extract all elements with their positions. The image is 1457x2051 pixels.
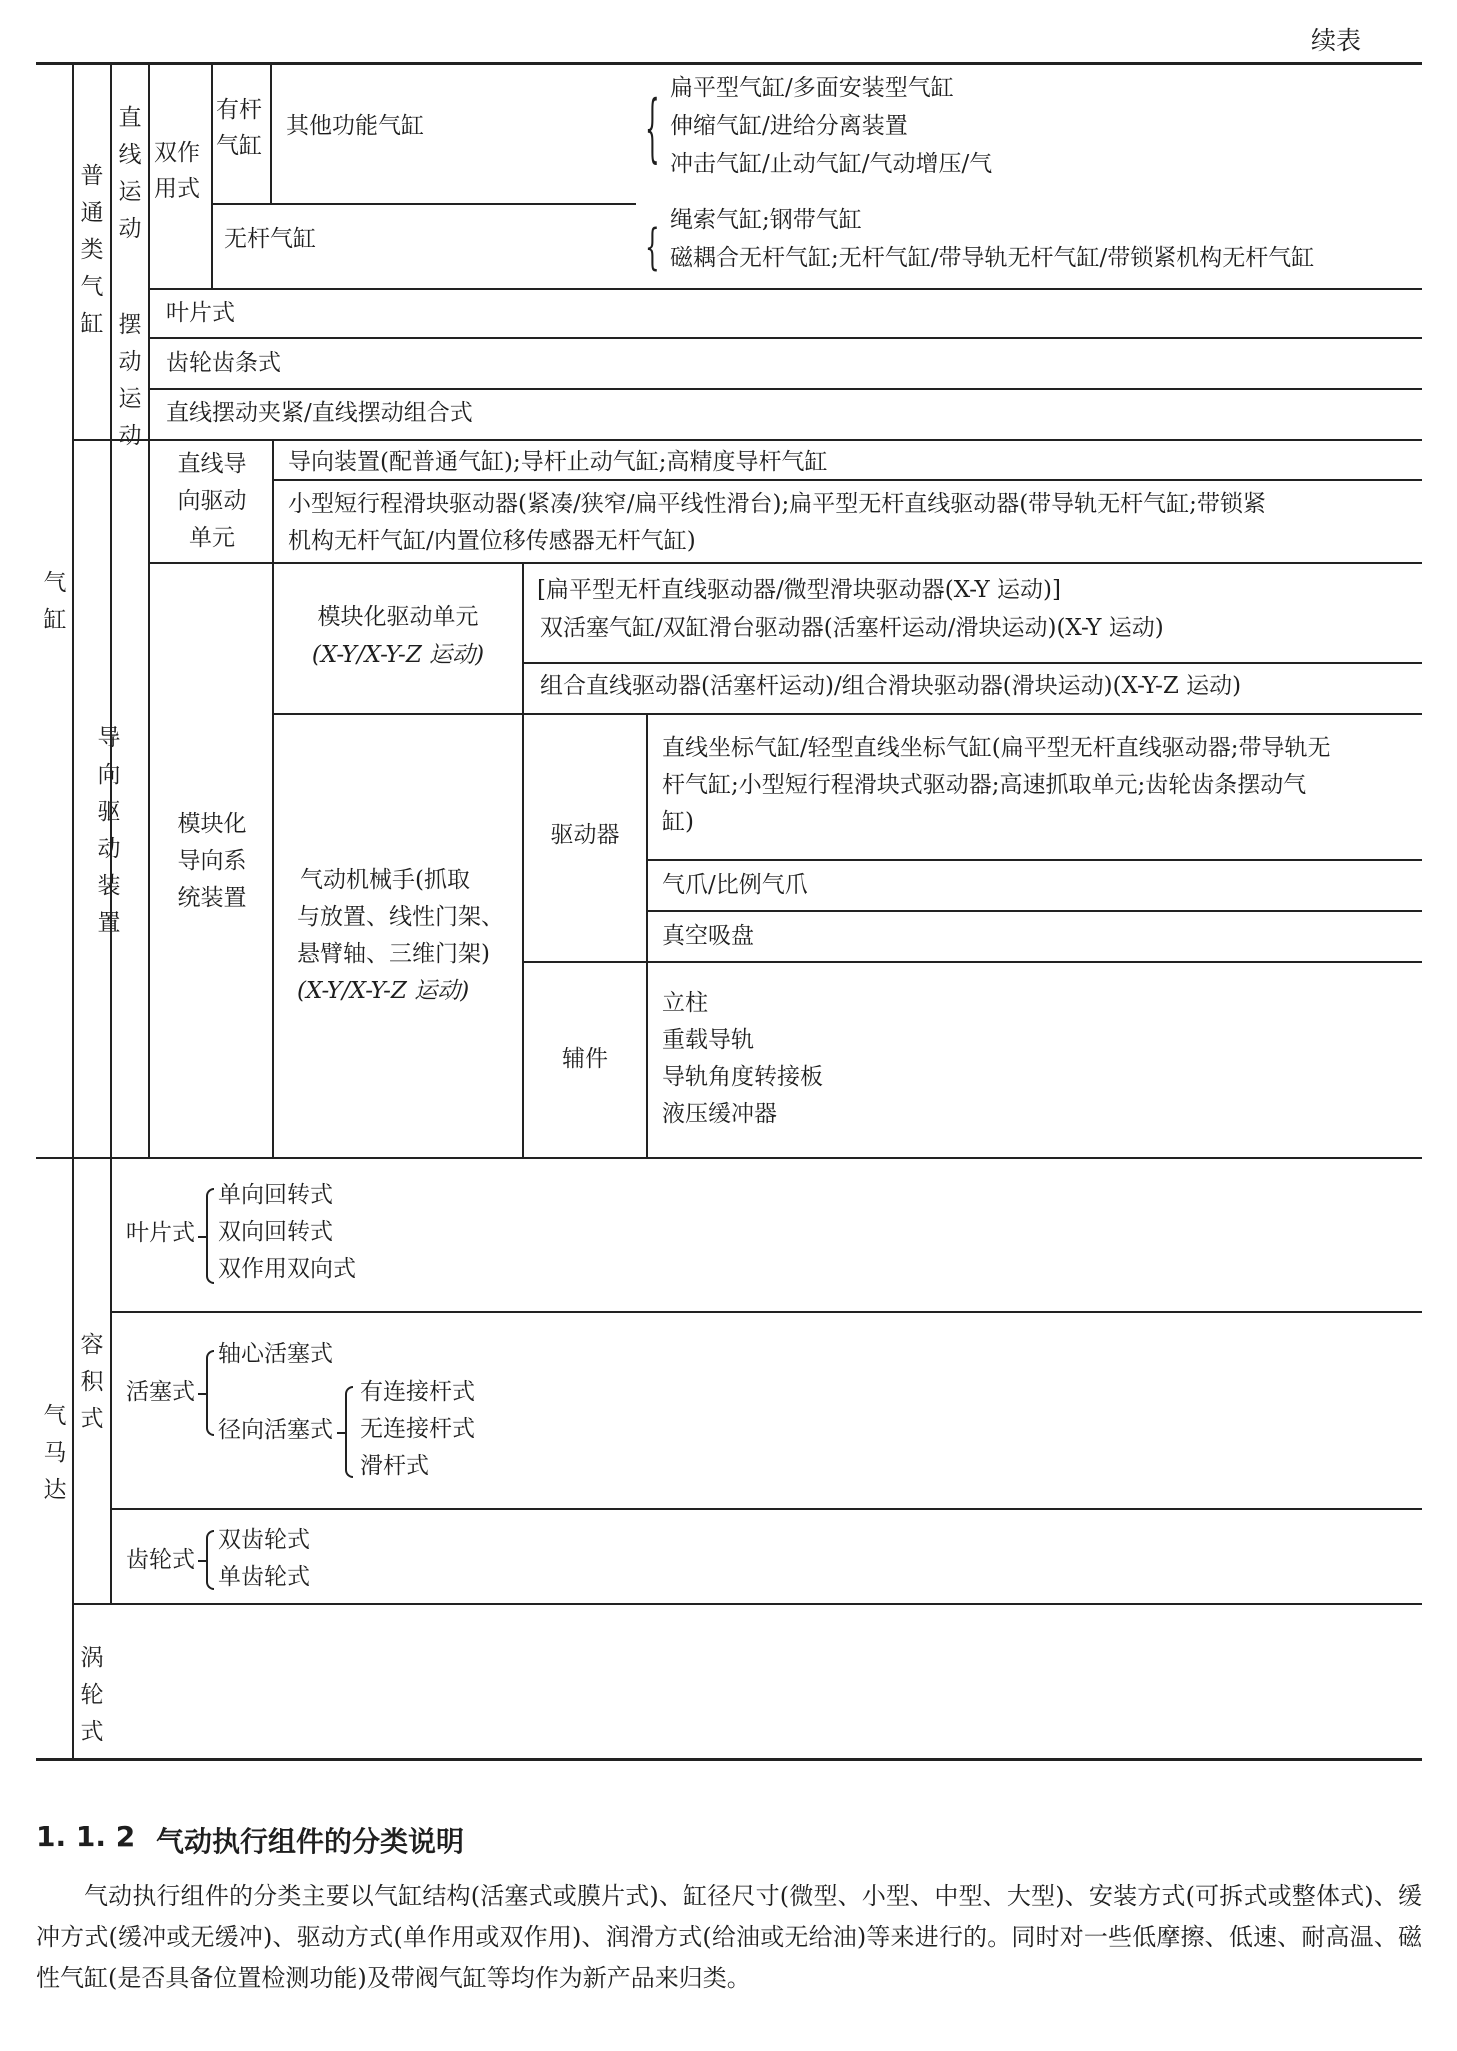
label-radial-piston: 径向活塞式 bbox=[218, 1417, 333, 1443]
gear-item: 单齿轮式 bbox=[218, 1564, 310, 1590]
row-line-2 bbox=[148, 288, 1422, 290]
label-driver: 驱动器 bbox=[550, 822, 620, 848]
other-function-item: 扁平型气缸/多面安装型气缸 bbox=[670, 75, 954, 101]
radial-item: 有连接杆式 bbox=[360, 1379, 475, 1405]
label-modular-guided-system: 模块化导向系统装置 bbox=[177, 811, 247, 911]
rodless-item: 绳索气缸;钢带气缸 bbox=[670, 207, 862, 233]
row-line-16 bbox=[72, 1603, 1422, 1605]
brace-piston bbox=[206, 1350, 214, 1436]
row-line-3 bbox=[148, 337, 1422, 339]
col-line-10 bbox=[110, 1157, 112, 1603]
linear-unit-row: 导向装置(配普通气缸);导杆止动气缸;高精度导杆气缸 bbox=[288, 449, 828, 475]
row-line-11 bbox=[646, 910, 1422, 912]
label-double-acting: 双作用式 bbox=[154, 140, 200, 202]
category-air-motor: 气马达 bbox=[43, 1403, 67, 1503]
other-function-item: 伸缩气缸/进给分离装置 bbox=[670, 113, 908, 139]
label-gear-type: 齿轮式 bbox=[126, 1547, 195, 1573]
label-modular-drive-motion: (X-Y/X-Y-Z 运动) bbox=[311, 642, 485, 668]
label-linear-motion: 直线运动 bbox=[118, 105, 142, 242]
section-title: 气动执行组件的分类说明 bbox=[156, 1825, 465, 1858]
brace-gear bbox=[206, 1530, 214, 1590]
row-line-1 bbox=[211, 203, 636, 205]
category-turbine: 涡轮式 bbox=[80, 1645, 104, 1745]
radial-item: 滑杆式 bbox=[360, 1453, 429, 1479]
driver-row-line: 缸) bbox=[662, 809, 694, 835]
row-line-9 bbox=[272, 713, 1422, 715]
category-positive-displacement: 容积式 bbox=[80, 1332, 104, 1432]
col-line-5 bbox=[270, 64, 272, 203]
linear-unit-row: 小型短行程滑块驱动器(紧凑/狭窄/扁平线性滑台);扁平型无杆直线驱动器(带导轨无杆气缸;带锁紧 bbox=[288, 491, 1266, 517]
row-line-13 bbox=[36, 1157, 1422, 1159]
rodless-item: 磁耦合无杆气缸;无杆气缸/带导轨无杆气缸/带锁紧机构无杆气缸 bbox=[670, 245, 1315, 271]
brace-rodless: { bbox=[645, 221, 660, 277]
row-line-4 bbox=[148, 388, 1422, 390]
col-line-2a bbox=[110, 64, 112, 1158]
col-line-1 bbox=[72, 64, 74, 1759]
col-line-4 bbox=[211, 64, 213, 288]
row-line-7 bbox=[148, 562, 1422, 564]
vane-item: 单向回转式 bbox=[218, 1182, 333, 1208]
row-line-12 bbox=[522, 961, 1422, 963]
radial-item: 无连接杆式 bbox=[360, 1416, 475, 1442]
col-line-6 bbox=[148, 439, 150, 1157]
label-modular-drive-unit: 模块化驱动单元 bbox=[317, 604, 479, 630]
driver-row: 气爪/比例气爪 bbox=[662, 872, 808, 898]
label-accessory: 辅件 bbox=[562, 1046, 608, 1072]
col-line-9 bbox=[646, 713, 648, 1157]
row-line-14 bbox=[110, 1311, 1422, 1313]
modular-xy-row: [扁平型无杆直线驱动器/微型滑块驱动器(X-Y 运动)] bbox=[537, 577, 1061, 603]
category-guided-drive: 导向驱动装置 bbox=[97, 725, 121, 936]
section-number: 1. 1. 2 bbox=[36, 1820, 136, 1853]
label-rodless-cylinder: 无杆气缸 bbox=[224, 226, 316, 252]
col-line-3 bbox=[148, 64, 150, 442]
label-vane-type: 叶片式 bbox=[126, 1220, 195, 1246]
vane-item: 双作用双向式 bbox=[218, 1256, 356, 1282]
driver-row-line: 直线坐标气缸/轻型直线坐标气缸(扁平型无杆直线驱动器;带导轨无 bbox=[662, 735, 1331, 761]
category-ordinary-cylinder: 普通类气缸 bbox=[80, 163, 104, 337]
category-cylinder: 气缸 bbox=[43, 570, 67, 633]
manipulator-line: 与放置、线性门架、 bbox=[297, 904, 504, 930]
swing-item: 直线摆动夹紧/直线摆动组合式 bbox=[166, 400, 473, 426]
table-bottom-rule bbox=[36, 1758, 1422, 1761]
modular-xyz-row: 组合直线驱动器(活塞杆运动)/组合滑块驱动器(滑块运动)(X-Y-Z 运动) bbox=[540, 673, 1242, 699]
row-line-5 bbox=[72, 439, 1422, 441]
gear-item: 双齿轮式 bbox=[218, 1527, 310, 1553]
manipulator-line: 悬臂轴、三维门架) bbox=[297, 941, 490, 967]
label-piston-type: 活塞式 bbox=[126, 1379, 195, 1405]
other-function-item: 冲击气缸/止动气缸/气动增压/气 bbox=[670, 151, 993, 177]
linear-unit-row: 机构无杆气缸/内置位移传感器无杆气缸) bbox=[288, 528, 696, 554]
driver-row: 真空吸盘 bbox=[662, 923, 754, 949]
accessory-item: 重载导轨 bbox=[662, 1027, 754, 1053]
modular-xy-row: 双活塞气缸/双缸滑台驱动器(活塞杆运动/滑块运动)(X-Y 运动) bbox=[540, 615, 1164, 641]
vane-item: 双向回转式 bbox=[218, 1219, 333, 1245]
manipulator-line: (X-Y/X-Y-Z 运动) bbox=[297, 978, 470, 1004]
row-line-15 bbox=[110, 1508, 1422, 1510]
section-paragraph: 气动执行组件的分类主要以气缸结构(活塞式或膜片式)、缸径尺寸(微型、小型、中型、大型)、安装方式(可拆式或整体式)、缓冲方式(缓冲或无缓冲)、驱动方式(单作用或双作用)、润滑方式(给油或无给油)等来进行的。同时对一些低摩擦、低速、耐高温、磁性气缸(是否具备位置检测功能)及带阀气缸等均作为新产品来归类。 bbox=[36, 1882, 1422, 1992]
label-other-function-cylinder: 其他功能气缸 bbox=[286, 113, 424, 139]
swing-item: 叶片式 bbox=[166, 300, 235, 326]
row-line-8 bbox=[522, 662, 1422, 664]
table-top-rule bbox=[36, 62, 1422, 65]
col-line-7 bbox=[272, 439, 274, 1157]
accessory-item: 液压缓冲器 bbox=[662, 1101, 777, 1127]
accessory-item: 导轨角度转接板 bbox=[662, 1064, 823, 1090]
swing-item: 齿轮齿条式 bbox=[166, 350, 281, 376]
brace-other-function: { bbox=[645, 89, 660, 173]
label-linear-guided-unit: 直线导向驱动单元 bbox=[177, 451, 247, 551]
accessory-item: 立柱 bbox=[662, 990, 708, 1016]
brace-radial-piston bbox=[345, 1386, 353, 1478]
row-line-10 bbox=[646, 859, 1422, 861]
label-swing-motion: 摆动运动 bbox=[118, 312, 142, 449]
label-rod-cylinder: 有杆气缸 bbox=[216, 97, 262, 159]
brace-vane bbox=[206, 1188, 214, 1284]
continued-label: 续表 bbox=[1311, 26, 1362, 55]
manipulator-line: 气动机械手(抓取 bbox=[300, 867, 470, 893]
label-axial-piston: 轴心活塞式 bbox=[218, 1341, 333, 1367]
driver-row-line: 杆气缸;小型短行程滑块式驱动器;高速抓取单元;齿轮齿条摆动气 bbox=[662, 772, 1307, 798]
